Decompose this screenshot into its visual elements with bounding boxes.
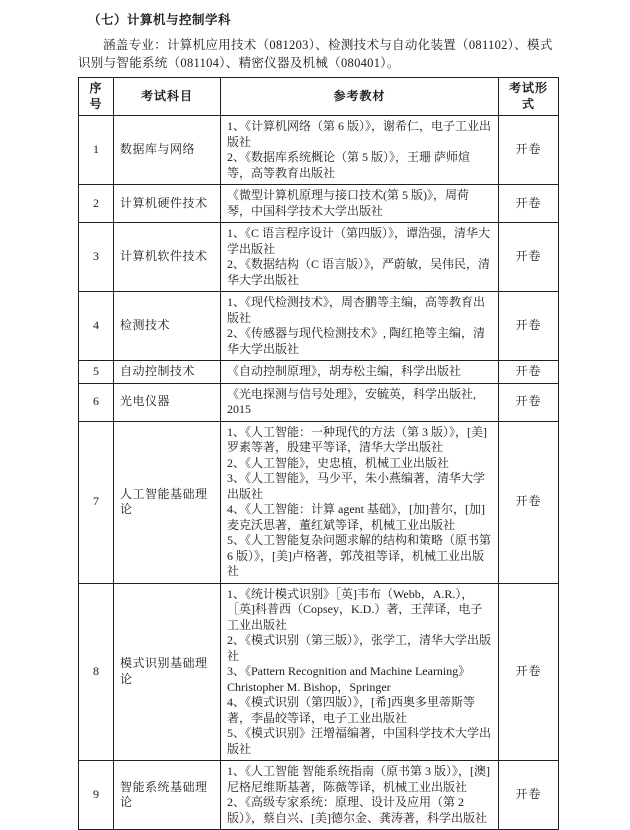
material-item: 5、《人工智能复杂问题求解的结构和策略（原书第 6 版）》，[美]卢格著，郭茂祖等译，机械工业出版社	[227, 533, 492, 578]
exam-format-cell: 开卷	[499, 116, 559, 185]
material-item: 1、《人工智能 智能系统指南（原书第 3 版）》，[澳]尼格尼维斯基著，陈薇等译，机械工业出版社	[227, 764, 490, 794]
table-row	[79, 761, 559, 830]
document-page	[0, 10, 630, 825]
covered-majors-paragraph: 涵盖专业：计算机应用技术（081203）、检测技术与自动化装置（081102）、模式识别与智能系统（081104）、精密仪器及机械（080401）。	[78, 38, 553, 70]
table-row	[79, 383, 559, 421]
table-row	[79, 116, 559, 185]
row-number-cell: 8	[79, 583, 114, 761]
exam-format-cell: 开卷	[499, 761, 559, 830]
table-row	[79, 361, 559, 384]
material-item: 1、《统计模式识别》［英]韦布（Webb，A.R.），［英]科普西（Copsey，K.D.）著，王萍译，电子工业出版社	[227, 586, 483, 632]
materials-cell	[221, 583, 499, 761]
material-item: 《微型计算机原理与接口技术(第 5 版)》，周荷琴，中国科学技术大学出版社	[227, 188, 469, 218]
exam-format-cell: 开卷	[499, 292, 559, 361]
table-row	[79, 292, 559, 361]
header-exam-subject: 考试科目	[114, 78, 221, 116]
material-item: 《自动控制原理》，胡寿松主编，科学出版社	[227, 364, 462, 378]
exam-reference-table	[78, 77, 559, 830]
section-title: （七）计算机与控制学科	[88, 13, 232, 27]
table-row	[79, 185, 559, 223]
material-item: 2、《传感器与现代检测技术》, 陶红艳等主编，清华大学出版社	[227, 326, 486, 356]
exam-format-cell: 开卷	[499, 421, 559, 583]
exam-format-cell: 开卷	[499, 185, 559, 223]
header-serial-number: 序号	[79, 78, 114, 116]
row-number-cell: 2	[79, 185, 114, 223]
material-item: 1、《人工智能：一种现代的方法（第 3 版）》，[美]罗素等著，殷建平等译，清华大学出版社	[227, 424, 487, 454]
material-item: 3、《Pattern Recognition and Machine Learning》Christopher M. Bishop，Springer	[227, 664, 471, 694]
material-item: 2、《数据库系统概论（第 5 版）》，王珊 萨师煊等，高等教育出版社	[227, 150, 471, 180]
exam-format-cell: 开卷	[499, 223, 559, 292]
row-number-cell: 5	[79, 361, 114, 384]
materials-cell	[221, 421, 499, 583]
header-exam-format: 考试形式	[499, 78, 559, 116]
subject-cell: 数据库与网络	[114, 116, 221, 185]
material-item: 2、《数据结构（C 语言版）》，严蔚敏，吴伟民，清华大学出版社	[227, 257, 491, 287]
material-item: 5、《模式识别》汪增福编著，中国科学技术大学出版社	[227, 726, 492, 756]
exam-format-cell: 开卷	[499, 361, 559, 384]
material-item: 2、《高级专家系统：原理、设计及应用（第 2 版）》，蔡自兴、[美]德尔金、龚涛著，科学出版社	[227, 795, 487, 825]
materials-cell	[221, 361, 499, 384]
table-row	[79, 421, 559, 583]
material-item: 1、《计算机网络（第 6 版）》，谢希仁，电子工业出版社	[227, 119, 492, 149]
material-item: 《光电探测与信号处理》，安毓英，科学出版社, 2015	[227, 386, 477, 416]
materials-cell	[221, 185, 499, 223]
material-item: 4、《人工智能：计算 agent 基础》，[加]普尔，[加]麦克沃思著，董红斌等译，机械工业出版社	[227, 502, 485, 532]
row-number-cell: 3	[79, 223, 114, 292]
subject-cell: 模式识别基础理论	[114, 583, 221, 761]
material-item: 2、《模式识别（第三版）》，张学工，清华大学出版社	[227, 633, 492, 663]
row-number-cell: 4	[79, 292, 114, 361]
material-item: 3、《人工智能》，马少平，朱小燕编著，清华大学出版社	[227, 471, 486, 501]
row-number-cell: 1	[79, 116, 114, 185]
header-reference-materials: 参考教材	[221, 78, 499, 116]
table-body	[79, 116, 559, 830]
materials-cell	[221, 116, 499, 185]
subject-cell: 光电仪器	[114, 383, 221, 421]
materials-cell	[221, 383, 499, 421]
exam-format-cell: 开卷	[499, 383, 559, 421]
subject-cell: 自动控制技术	[114, 361, 221, 384]
subject-cell: 检测技术	[114, 292, 221, 361]
subject-cell: 智能系统基础理论	[114, 761, 221, 830]
table-header-row	[79, 78, 559, 116]
subject-cell: 人工智能基础理论	[114, 421, 221, 583]
material-item: 4、《模式识别（第四版）》，[希]西奥多里蒂斯等著，李晶皎等译，电子工业出版社	[227, 695, 475, 725]
table-row	[79, 223, 559, 292]
material-item: 2、《人工智能》，史忠植，机械工业出版社	[227, 455, 450, 470]
row-number-cell: 9	[79, 761, 114, 830]
exam-format-cell: 开卷	[499, 583, 559, 761]
table-row	[79, 583, 559, 761]
material-item: 1、《现代检测技术》，周杏鹏等主编，高等教育出版社	[227, 295, 486, 325]
subject-cell: 计算机硬件技术	[114, 185, 221, 223]
row-number-cell: 7	[79, 421, 114, 583]
row-number-cell: 6	[79, 383, 114, 421]
materials-cell	[221, 761, 499, 830]
subject-cell: 计算机软件技术	[114, 223, 221, 292]
materials-cell	[221, 292, 499, 361]
materials-cell	[221, 223, 499, 292]
material-item: 1、《C 语言程序设计（第四版）》，谭浩强，清华大学出版社	[227, 226, 491, 256]
